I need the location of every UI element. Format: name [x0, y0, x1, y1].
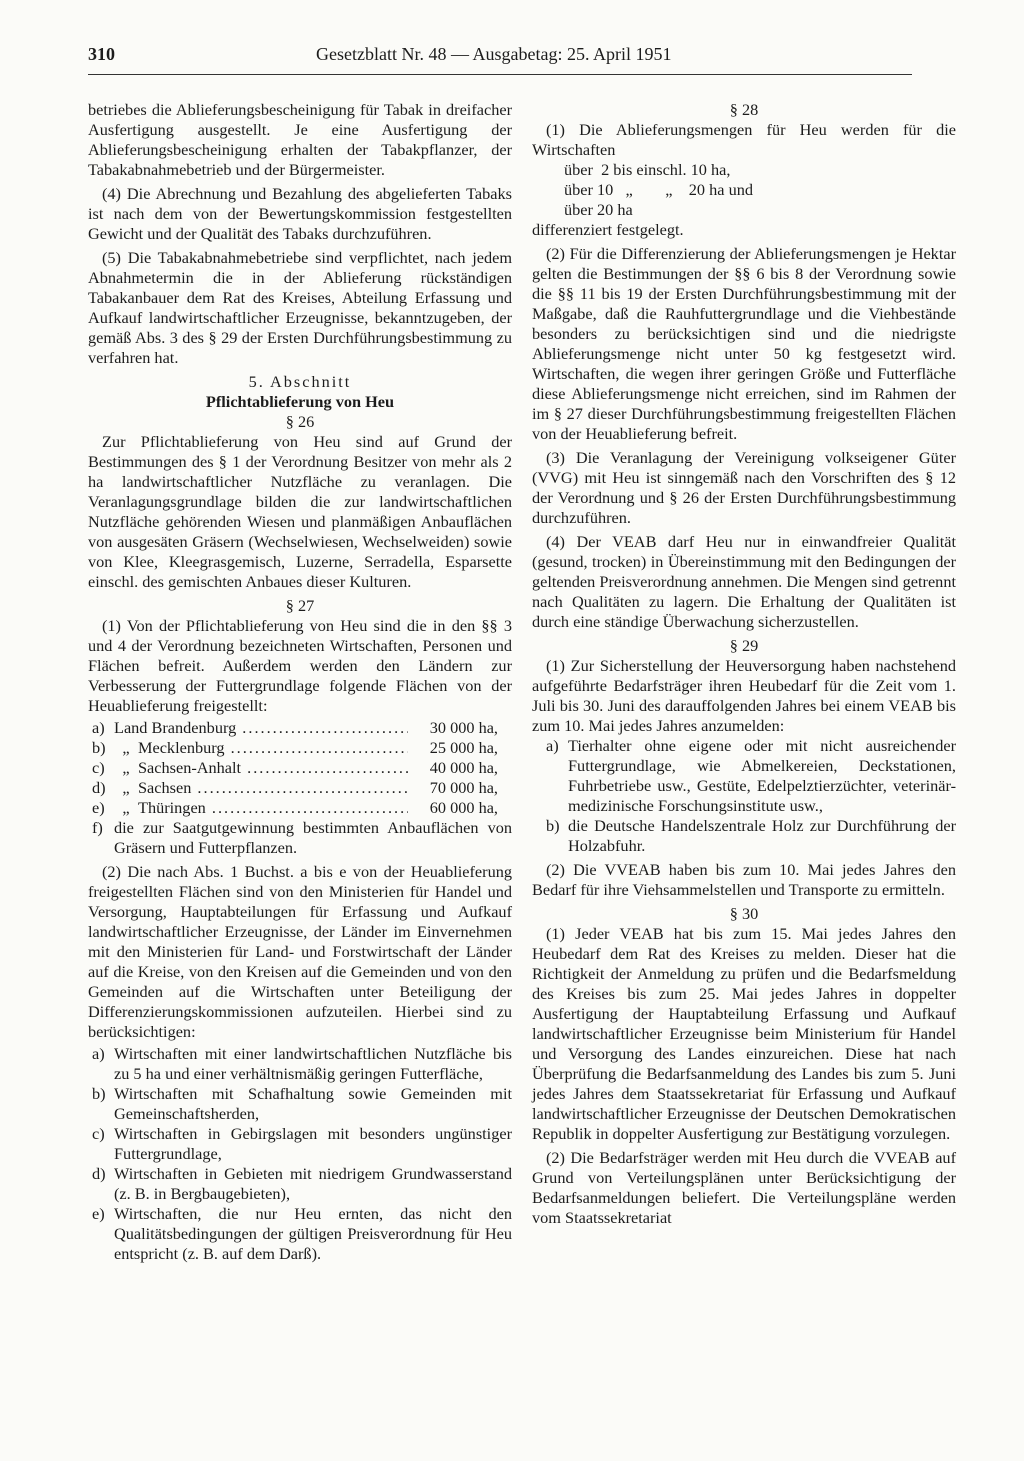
section-title: Pflichtablieferung von Heu — [205, 392, 395, 411]
paragraph: (2) Die Bedarfsträger werden mit Heu durch die VVEAB auf Grund von Verteilungsplänen unter Berücksichtigung der Bedarfsanmeldungen beliefert. Die Verteilungspläne werden vom Staatssekretariat — [532, 1148, 956, 1227]
list-item: c) Wirtschaften in Gebirgslagen mit besonders ungünstiger Futtergrundlage, — [92, 1124, 512, 1163]
paragraph: Zur Pflichtablieferung von Heu sind auf Grund der Bestimmungen des § 1 der Verordnung Besitzer von mehr als 2 ha landwirtschaftlicher Nutzfläche zu veranlagen. Die Veranlagungsgrundlage bilden die zur landwirtschaftlichen Nutzfläche gehörenden Wiesen und planmäßigen Anbauflächen von ausgesäten Gräsern (Wechselwiesen, Wechselweiden) sowie von Klee, Kleegrasgemisch, Luzerne, Serradella, Esparsette einschl. des gemischten Anbaues dieser Kulturen. — [88, 432, 512, 591]
paragraph: differenziert festgelegt. — [532, 220, 684, 239]
list-item: b) „ Mecklenburg ..... 25 000 ha, — [88, 738, 512, 758]
paragraph-sign: § 28 — [729, 100, 759, 119]
page-header — [88, 44, 912, 75]
paragraph: (4) Die Abrechnung und Bezahlung des abgelieferten Tabaks ist nach dem von der Bewertungskommission festgestellten Gewicht und der Qualität des Tabaks durchzuführen. — [88, 184, 512, 243]
bracket-line: über 10 „ „ 20 ha und — [564, 180, 753, 199]
list-item: e) Wirtschaften, die nur Heu ernten, das nicht den Qualitätsbedingungen der gültigen Preisverordnung für Heu entspricht (z. B. auf dem Darß). — [92, 1204, 512, 1263]
paragraph-sign: § 26 — [285, 412, 315, 431]
paragraph: (2) Die nach Abs. 1 Buchst. a bis e von der Heuablieferung freigestellten Flächen sind von den Ministerien für Handel und Versorgung, Hauptabteilungen für Erfassung und Aufkauf landwirtschaftlicher Erzeugnisse, der Länder im Einvernehmen mit den Ministerien für Land- und Forstwirtschaft der Länder auf die Kreise, von den Kreisen auf die Gemeinden und von den Gemeinden auf die Wirtschaften unter Beteiligung der Differenzierungskommissionen aufzuteilen. Hierbei sind zu berücksichtigen: — [88, 862, 512, 1041]
page-number: 310 — [88, 44, 115, 64]
paragraph: (5) Die Tabakabnahmebetriebe sind verpflichtet, nach jedem Abnahmetermin die in der Ablieferung rückständigen Tabakanbauer dem Rat des Kreises, Abteilung Erfassung und Aufkauf landwirtschaftlicher Erzeugnisse, bekanntzugeben, der gemäß Abs. 3 des § 29 der Ersten Durchführungsbestimmung zu verfahren hat. — [88, 248, 512, 367]
list-item: a) Tierhalter ohne eigene oder mit nicht ausreichender Futtergrundlage, wie Abmelkereien, Deckstationen, Fuhrbetriebe usw., Gestüte, Edelpelztierzüchter, veterinär-medizinische Forschungsinstitute usw., — [546, 736, 956, 815]
bracket-line: über 20 ha — [564, 200, 633, 219]
size-brackets — [532, 160, 956, 220]
land-list — [88, 718, 512, 858]
paragraph: (3) Die Veranlagung der Vereinigung volkseigener Güter (VVG) mit Heu ist sinngemäß nach den Vorschriften des § 12 der Verordnung und § 26 der Ersten Durchführungsbestimmung durchzuführen. — [532, 448, 956, 527]
section-heading: 5. Abschnitt — [248, 372, 352, 391]
paragraph: (1) Von der Pflichtablieferung von Heu sind die in den §§ 3 und 4 der Verordnung bezeichneten Wirtschaften, Personen und Flächen befreit. Außerdem werden den Ländern zur Verbesserung der Futtergrundlage folgende Flächen von der Heuablieferung freigestellt: — [88, 616, 512, 715]
list-item: b) Wirtschaften mit Schafhaltung sowie Gemeinden mit Gemeinschaftsherden, — [92, 1084, 512, 1123]
requester-list — [532, 736, 956, 856]
paragraph-sign: § 27 — [285, 596, 315, 615]
paragraph-sign: § 30 — [729, 904, 759, 923]
criteria-list — [88, 1044, 512, 1264]
paragraph: (2) Die VVEAB haben bis zum 10. Mai jedes Jahres den Bedarf für ihre Viehsammelstellen und Transporte zu ermitteln. — [532, 860, 956, 899]
paragraph-sign: § 29 — [729, 636, 759, 655]
paragraph: (4) Der VEAB darf Heu nur in einwandfreier Qualität (gesund, trocken) in Übereinstimmung mit den Bedingungen der geltenden Preisverordnung annehmen. Die Mengen sind getrennt nach Qualitäten zu lagern. Die Erhaltung der Qualitäten ist durch eine ständige Überwachung sicherzustellen. — [532, 532, 956, 631]
bracket-line: über 2 bis einschl. 10 ha, — [564, 160, 731, 179]
paragraph: (1) Die Ablieferungsmengen für Heu werden für die Wirtschaften — [532, 120, 956, 159]
list-item: d) Wirtschaften in Gebieten mit niedrigem Grundwasserstand (z. B. in Bergbaugebieten), — [92, 1164, 512, 1203]
list-item: a) Land Brandenburg ..... 30 000 ha, — [88, 718, 512, 738]
list-item: f) die zur Saatgutgewinnung bestimmten Anbauflächen von Gräsern und Futterpflanzen. — [92, 818, 512, 857]
list-item: e) „ Thüringen ..... 60 000 ha, — [88, 798, 512, 818]
left-column — [88, 100, 512, 1264]
paragraph: (2) Für die Differenzierung der Ablieferungsmengen je Hektar gelten die Bestimmungen der §§ 6 bis 8 der Verordnung sowie die §§ 11 bis 19 der Ersten Durchführungsbestimmung mit der Maßgabe, daß die Rauhfuttergrundlage und die Viehbestände besonders zu berücksichtigen sind und die niedrigste Ablieferungsmenge nicht unter 50 kg festgesetzt wird. Wirtschaften, die wegen ihrer geringen Größe und Futterfläche diese Ablieferungsmenge nicht erreichen, sind im Rahmen der im § 27 dieser Durchführungsbestimmung freigestellten Flächen von der Heuablieferung befreit. — [532, 244, 956, 443]
paragraph: (1) Jeder VEAB hat bis zum 15. Mai jedes Jahres den Heubedarf dem Rat des Kreises zu melden. Dieser hat die Richtigkeit der Anmeldung zu prüfen und die Bedarfsmeldung des Kreises bis zum 25. Mai jedes Jahres in doppelter Ausfertigung der Hauptabteilung Erfassung und Aufkauf landwirtschaftlicher Erzeugnisse beim Ministerium für Handel und Versorgung des Landes einzureichen. Diese hat nach Überprüfung die Bedarfsanmeldung des Landes bis zum 5. Juni jedes Jahres dem Staatssekretariat für Erfassung und Aufkauf landwirtschaftlicher Erzeugnisse der Deutschen Demokratischen Republik in doppelter Ausfertigung zur Bestätigung vorzulegen. — [532, 924, 956, 1143]
list-item: c) „ Sachsen-Anhalt ..... 40 000 ha, — [88, 758, 512, 778]
list-item: d) „ Sachsen ..... 70 000 ha, — [88, 778, 512, 798]
running-head: Gesetzblatt Nr. 48 — Ausgabetag: 25. April 1951 — [316, 44, 672, 64]
paragraph: (1) Zur Sicherstellung der Heuversorgung haben nachstehend aufgeführte Bedarfsträger ihren Heubedarf für die Zeit vom 1. Juli bis 30. Juni des darauffolgenden Jahres bei einem VEAB bis zum 10. Mai jedes Jahres anzumelden: — [532, 656, 956, 735]
list-item: a) Wirtschaften mit einer landwirtschaftlichen Nutzfläche bis zu 5 ha und einer verhältnismäßig geringen Futterfläche, — [92, 1044, 512, 1083]
list-item: b) die Deutsche Handelszentrale Holz zur Durchführung der Holzabfuhr. — [546, 816, 956, 855]
right-column — [532, 100, 956, 1232]
paragraph: betriebes die Ablieferungsbescheinigung für Tabak in dreifacher Ausfertigung ausgestellt. Je eine Ausfertigung der Ablieferungsbescheinigung erhalten der Tabakpflanzer, der Tabakabnahmebetrieb und der Bürgermeister. — [88, 100, 512, 179]
